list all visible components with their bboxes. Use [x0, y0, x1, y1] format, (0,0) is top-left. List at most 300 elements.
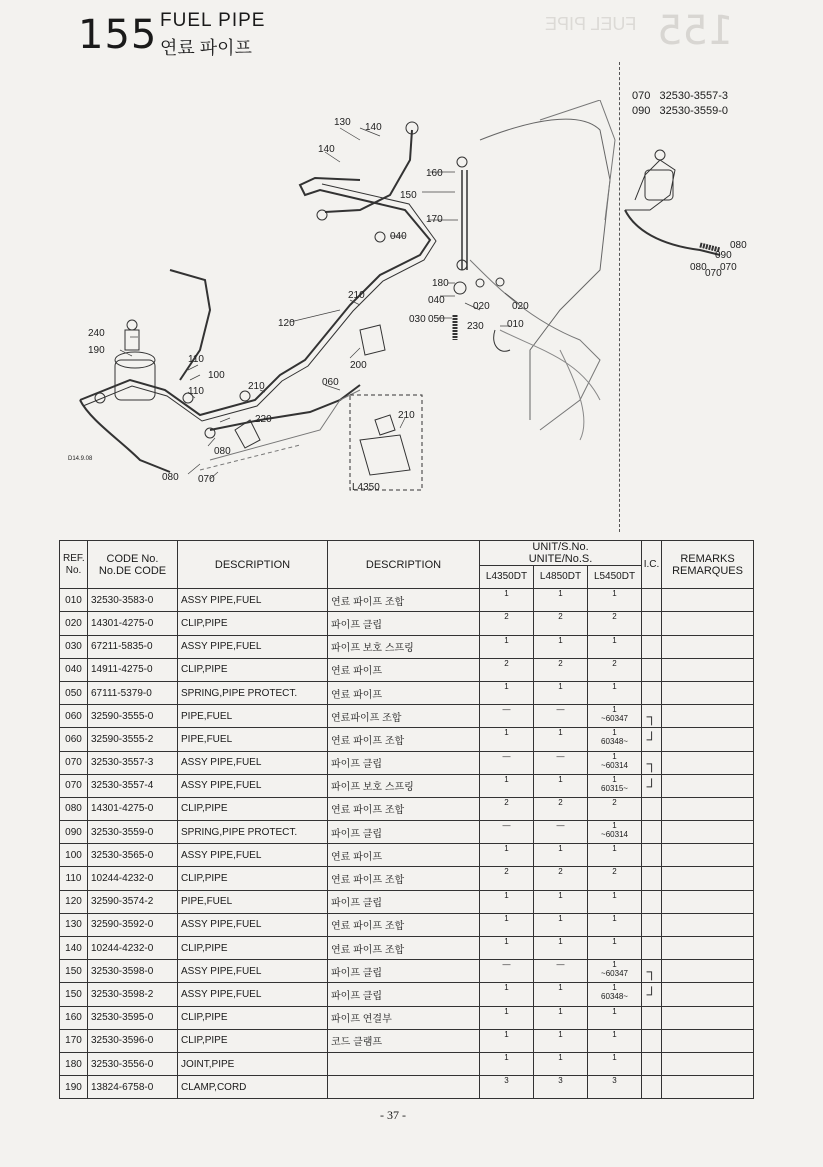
diagram-label: 120 — [278, 318, 295, 329]
quantity-value: 1 — [612, 681, 617, 691]
remarks-cell — [662, 890, 754, 913]
table-row — [60, 1006, 754, 1029]
diagram-label: 240 — [88, 328, 105, 339]
quantity-value: 1 — [612, 1029, 617, 1039]
quantity-cell — [480, 960, 534, 983]
code-cell: 32590-3555-2 — [88, 728, 178, 751]
ic-cell — [642, 937, 662, 960]
quantity-value: 1 — [558, 983, 563, 993]
col-model: L4350DT — [480, 566, 534, 589]
col-remarks: REMARKS REMARQUES — [662, 541, 754, 589]
quantity-cell — [480, 797, 534, 820]
table-row — [60, 913, 754, 936]
remarks-cell — [662, 867, 754, 890]
quantity-value: 1 — [558, 913, 563, 923]
description-cell: ASSY PIPE,FUEL — [178, 589, 328, 612]
description-cell: ASSY PIPE,FUEL — [178, 913, 328, 936]
diagram-label: 080 — [214, 446, 231, 457]
description-kr-cell: 코드 클램프 — [328, 1029, 480, 1052]
quantity-cell — [480, 589, 534, 612]
quantity-cell — [534, 913, 588, 936]
diagram-label: 040 — [390, 231, 407, 242]
quantity-value: — — [502, 705, 511, 715]
quantity-cell — [588, 658, 642, 681]
col-code: CODE No. No.DE CODE — [88, 541, 178, 589]
description-kr-cell — [328, 1076, 480, 1099]
quantity-value: 1 — [504, 1052, 509, 1062]
quantity-cell — [588, 774, 642, 797]
reference-item: 070 32530-3557-3 — [632, 90, 729, 102]
quantity-cell — [588, 635, 642, 658]
code-cell: 32590-3592-0 — [88, 913, 178, 936]
quantity-value: 1 — [612, 774, 617, 784]
diagram-label: 210 — [248, 381, 265, 392]
remarks-cell — [662, 774, 754, 797]
quantity-value: 1 — [612, 913, 617, 923]
quantity-cell — [480, 983, 534, 1006]
remarks-cell — [662, 797, 754, 820]
quantity-value: 1 — [558, 681, 563, 691]
ic-cell — [642, 913, 662, 936]
quantity-cell — [480, 635, 534, 658]
description-kr-cell: 파이프 연결부 — [328, 1006, 480, 1029]
quantity-cell — [534, 1029, 588, 1052]
serial-range: ~60314 — [601, 830, 628, 840]
description-kr-cell: 파이프 클립 — [328, 960, 480, 983]
ic-cell — [642, 612, 662, 635]
table-row — [60, 751, 754, 774]
interchange-bracket-icon: ┐ — [646, 963, 657, 980]
parts-table — [59, 540, 754, 1099]
code-cell: 14301-4275-0 — [88, 797, 178, 820]
quantity-value: 1 — [504, 774, 509, 784]
description-cell: CLIP,PIPE — [178, 867, 328, 890]
table-row — [60, 635, 754, 658]
ref-cell: 040 — [60, 658, 88, 681]
description-cell: ASSY PIPE,FUEL — [178, 774, 328, 797]
quantity-cell — [588, 612, 642, 635]
remarks-cell — [662, 913, 754, 936]
quantity-value: 1 — [612, 589, 617, 599]
code-cell: 67211-5835-0 — [88, 635, 178, 658]
quantity-value: 1 — [504, 589, 509, 599]
ref-cell: 030 — [60, 635, 88, 658]
quantity-cell — [480, 1029, 534, 1052]
quantity-cell — [480, 1076, 534, 1099]
table-row — [60, 1029, 754, 1052]
diagram-label: 110 — [188, 386, 204, 397]
remarks-cell — [662, 658, 754, 681]
ic-cell — [642, 1076, 662, 1099]
quantity-value: — — [502, 751, 511, 761]
ref-cell: 090 — [60, 821, 88, 844]
diagram-label: 080 — [690, 262, 707, 273]
quantity-value: 2 — [558, 612, 563, 622]
serial-range: ~60347 — [601, 714, 628, 724]
description-kr-cell: 연료파이프 조합 — [328, 705, 480, 728]
code-cell: 32530-3565-0 — [88, 844, 178, 867]
col-model: L5450DT — [588, 566, 642, 589]
interchange-bracket-icon: ┐ — [646, 754, 657, 771]
quantity-cell — [534, 635, 588, 658]
description-cell: CLIP,PIPE — [178, 937, 328, 960]
description-kr-cell: 연료 파이프 조합 — [328, 797, 480, 820]
quantity-value: 2 — [558, 797, 563, 807]
quantity-value: 3 — [612, 1076, 617, 1086]
description-cell: ASSY PIPE,FUEL — [178, 635, 328, 658]
quantity-cell — [534, 983, 588, 1006]
ic-cell — [642, 890, 662, 913]
ic-cell — [642, 589, 662, 612]
quantity-cell — [480, 937, 534, 960]
diagram-label: 020 — [512, 301, 529, 312]
description-cell: ASSY PIPE,FUEL — [178, 983, 328, 1006]
ref-cell: 100 — [60, 844, 88, 867]
remarks-cell — [662, 1029, 754, 1052]
quantity-cell — [534, 1052, 588, 1075]
diagram-label: 040 — [428, 295, 445, 306]
description-kr-cell: 파이프 클립 — [328, 983, 480, 1006]
table-row — [60, 1076, 754, 1099]
description-kr-cell: 연료 파이프 — [328, 658, 480, 681]
diagram-label: 070 — [198, 474, 215, 485]
remarks-cell — [662, 821, 754, 844]
quantity-cell — [588, 797, 642, 820]
col-ic: I.C. — [642, 541, 662, 589]
table-row — [60, 960, 754, 983]
table-row — [60, 728, 754, 751]
table-row — [60, 774, 754, 797]
diagram-label: 210 — [348, 290, 365, 301]
remarks-cell — [662, 844, 754, 867]
quantity-value: 1 — [558, 635, 563, 645]
ref-cell: 010 — [60, 589, 88, 612]
quantity-cell — [588, 867, 642, 890]
quantity-value: — — [502, 821, 511, 831]
code-cell: 32530-3583-0 — [88, 589, 178, 612]
quantity-cell — [480, 751, 534, 774]
quantity-value: 1 — [612, 1052, 617, 1062]
table-row — [60, 867, 754, 890]
quantity-cell — [534, 774, 588, 797]
description-kr-cell: 연료 파이프 조합 — [328, 728, 480, 751]
quantity-cell — [534, 658, 588, 681]
description-kr-cell: 파이프 클립 — [328, 612, 480, 635]
ic-cell — [642, 821, 662, 844]
quantity-cell — [588, 751, 642, 774]
table-row — [60, 821, 754, 844]
quantity-value: 1 — [558, 1052, 563, 1062]
col-description-kr: DESCRIPTION — [328, 541, 480, 589]
code-cell: 10244-4232-0 — [88, 867, 178, 890]
quantity-value: 2 — [612, 867, 617, 877]
diagram-label: 030 — [409, 314, 426, 325]
bleed-through-number: 155 — [656, 8, 733, 54]
serial-range: ~60347 — [601, 969, 628, 979]
ref-cell: 160 — [60, 1006, 88, 1029]
quantity-cell — [534, 1076, 588, 1099]
quantity-cell — [588, 937, 642, 960]
description-kr-cell: 연료 파이프 조합 — [328, 937, 480, 960]
description-kr-cell: 연료 파이프 — [328, 681, 480, 704]
remarks-cell — [662, 751, 754, 774]
diagram-label: 220 — [255, 414, 272, 425]
diagram-label: 010 — [507, 319, 524, 330]
code-cell: 10244-4232-0 — [88, 937, 178, 960]
quantity-value: 3 — [504, 1076, 509, 1086]
description-cell: CLIP,PIPE — [178, 658, 328, 681]
col-unit: UNIT/S.No. UNITE/No.S. — [480, 541, 642, 566]
quantity-value: 1 — [504, 728, 509, 738]
description-cell: CLAMP,CORD — [178, 1076, 328, 1099]
ref-cell: 150 — [60, 983, 88, 1006]
ic-cell — [642, 797, 662, 820]
quantity-value: 1 — [612, 751, 617, 761]
diagram-label: 140 — [365, 122, 382, 133]
diagram-label: 180 — [432, 278, 449, 289]
ref-cell: 020 — [60, 612, 88, 635]
remarks-cell — [662, 728, 754, 751]
quantity-cell — [480, 658, 534, 681]
table-row — [60, 705, 754, 728]
remarks-cell — [662, 681, 754, 704]
code-cell: 32530-3557-3 — [88, 751, 178, 774]
ref-cell: 190 — [60, 1076, 88, 1099]
quantity-value: 1 — [612, 705, 617, 715]
description-kr-cell: 파이프 클립 — [328, 821, 480, 844]
diagram-stamp: D14.9.08 — [68, 456, 93, 462]
quantity-value: 1 — [558, 1029, 563, 1039]
diagram-label: 190 — [88, 345, 105, 356]
quantity-value: — — [556, 821, 565, 831]
code-cell: 32530-3556-0 — [88, 1052, 178, 1075]
quantity-value: 1 — [612, 821, 617, 831]
ref-cell: 070 — [60, 774, 88, 797]
table-row — [60, 612, 754, 635]
quantity-cell — [588, 728, 642, 751]
quantity-value: 1 — [504, 983, 509, 993]
quantity-cell — [480, 612, 534, 635]
description-cell: CLIP,PIPE — [178, 797, 328, 820]
quantity-value: 2 — [504, 867, 509, 877]
ic-cell — [642, 1006, 662, 1029]
quantity-value: 1 — [612, 728, 617, 738]
diagram-label: 080 — [162, 472, 179, 483]
col-description: DESCRIPTION — [178, 541, 328, 589]
code-cell: 32530-3559-0 — [88, 821, 178, 844]
description-cell: ASSY PIPE,FUEL — [178, 751, 328, 774]
table-row — [60, 1052, 754, 1075]
quantity-value: — — [556, 751, 565, 761]
diagram-label: 170 — [426, 214, 443, 225]
diagram-label: 200 — [350, 360, 367, 371]
description-kr-cell — [328, 1052, 480, 1075]
ic-cell — [642, 1052, 662, 1075]
quantity-cell — [534, 1006, 588, 1029]
table-row — [60, 681, 754, 704]
quantity-cell — [480, 1006, 534, 1029]
diagram-label: 050 — [428, 314, 445, 325]
quantity-cell — [534, 705, 588, 728]
description-kr-cell: 파이프 보호 스프링 — [328, 635, 480, 658]
quantity-cell — [588, 705, 642, 728]
quantity-cell — [480, 913, 534, 936]
diagram-label: 100 — [208, 370, 225, 381]
quantity-value: 2 — [504, 658, 509, 668]
serial-range: 60348~ — [601, 737, 628, 747]
quantity-cell — [480, 844, 534, 867]
code-cell: 32590-3555-0 — [88, 705, 178, 728]
fuel-pipe-exploded-diagram — [60, 100, 760, 500]
code-cell: 32530-3557-4 — [88, 774, 178, 797]
quantity-value: 1 — [504, 937, 509, 946]
interchange-bracket-icon: ┘ — [646, 731, 657, 748]
quantity-value: 1 — [504, 681, 509, 691]
quantity-value: 2 — [612, 658, 617, 668]
quantity-cell — [480, 1052, 534, 1075]
code-cell: 13824-6758-0 — [88, 1076, 178, 1099]
quantity-cell — [534, 797, 588, 820]
description-cell: PIPE,FUEL — [178, 705, 328, 728]
table-row — [60, 890, 754, 913]
table-row — [60, 844, 754, 867]
quantity-value: 1 — [612, 844, 617, 854]
quantity-cell — [588, 890, 642, 913]
quantity-cell — [534, 821, 588, 844]
quantity-value: 1 — [558, 844, 563, 854]
code-cell: 32530-3598-0 — [88, 960, 178, 983]
ref-cell: 120 — [60, 890, 88, 913]
description-kr-cell: 연료 파이프 조합 — [328, 913, 480, 936]
quantity-value: 1 — [558, 890, 563, 900]
quantity-cell — [534, 937, 588, 960]
description-kr-cell: 파이프 클립 — [328, 751, 480, 774]
quantity-cell — [588, 681, 642, 704]
diagram-label: 140 — [318, 144, 335, 155]
ic-cell — [642, 751, 662, 774]
code-cell: 14911-4275-0 — [88, 658, 178, 681]
table-row — [60, 797, 754, 820]
description-cell: CLIP,PIPE — [178, 1006, 328, 1029]
quantity-cell — [588, 960, 642, 983]
code-cell: 14301-4275-0 — [88, 612, 178, 635]
ic-cell — [642, 774, 662, 797]
description-kr-cell: 연료 파이프 조합 — [328, 589, 480, 612]
quantity-value: 1 — [504, 1029, 509, 1039]
remarks-cell — [662, 960, 754, 983]
quantity-cell — [480, 867, 534, 890]
quantity-cell — [534, 890, 588, 913]
quantity-cell — [588, 844, 642, 867]
quantity-cell — [480, 728, 534, 751]
quantity-value: — — [556, 705, 565, 715]
ref-cell: 060 — [60, 705, 88, 728]
quantity-cell — [588, 983, 642, 1006]
quantity-value: 2 — [504, 612, 509, 622]
quantity-value: 1 — [558, 1006, 563, 1016]
diagram-label: 070 — [720, 262, 737, 273]
serial-range: 60348~ — [601, 992, 628, 1002]
col-ref: REF. No. — [60, 541, 88, 589]
diagram-label: L4350 — [352, 482, 380, 493]
description-cell: ASSY PIPE,FUEL — [178, 960, 328, 983]
quantity-value: 1 — [504, 844, 509, 854]
ref-cell: 080 — [60, 797, 88, 820]
remarks-cell — [662, 937, 754, 960]
description-cell: PIPE,FUEL — [178, 890, 328, 913]
page-number: - 37 - — [380, 1108, 406, 1122]
remarks-cell — [662, 589, 754, 612]
diagram-label: 210 — [398, 410, 415, 421]
diagram-label: 080 — [730, 240, 747, 251]
quantity-cell — [480, 705, 534, 728]
quantity-value: 2 — [612, 797, 617, 807]
ic-cell — [642, 983, 662, 1006]
quantity-cell — [534, 589, 588, 612]
remarks-cell — [662, 1076, 754, 1099]
ref-cell: 060 — [60, 728, 88, 751]
description-cell: CLIP,PIPE — [178, 1029, 328, 1052]
quantity-value: 1 — [504, 890, 509, 900]
ic-cell — [642, 728, 662, 751]
ref-cell: 170 — [60, 1029, 88, 1052]
description-kr-cell: 파이프 보호 스프링 — [328, 774, 480, 797]
quantity-cell — [480, 821, 534, 844]
col-model: L4850DT — [534, 566, 588, 589]
diagram-label: 150 — [400, 190, 417, 201]
ic-cell — [642, 1029, 662, 1052]
ref-cell: 180 — [60, 1052, 88, 1075]
quantity-value: — — [502, 960, 511, 970]
quantity-value: 1 — [612, 960, 617, 970]
description-cell: PIPE,FUEL — [178, 728, 328, 751]
quantity-value: 1 — [504, 635, 509, 645]
ref-cell: 110 — [60, 867, 88, 890]
quantity-cell — [588, 589, 642, 612]
quantity-cell — [588, 1076, 642, 1099]
diagram-label: 230 — [467, 321, 484, 332]
quantity-cell — [534, 681, 588, 704]
description-cell: SPRING,PIPE PROTECT. — [178, 681, 328, 704]
ref-cell: 140 — [60, 937, 88, 960]
ref-cell: 150 — [60, 960, 88, 983]
quantity-cell — [480, 774, 534, 797]
quantity-value: 1 — [612, 1006, 617, 1016]
quantity-value: 1 — [612, 890, 617, 900]
serial-range: 60315~ — [601, 783, 628, 793]
quantity-value: 1 — [558, 589, 563, 599]
quantity-cell — [588, 821, 642, 844]
diagram-label: 110 — [188, 354, 204, 365]
quantity-value: 2 — [558, 658, 563, 668]
description-cell: SPRING,PIPE PROTECT. — [178, 821, 328, 844]
description-cell: CLIP,PIPE — [178, 612, 328, 635]
diagram-label: 020 — [473, 301, 490, 312]
ic-cell — [642, 658, 662, 681]
remarks-cell — [662, 1006, 754, 1029]
diagram-label: 090 — [715, 250, 732, 261]
table-row — [60, 589, 754, 612]
quantity-cell — [534, 960, 588, 983]
quantity-value: — — [556, 960, 565, 970]
code-cell: 32590-3574-2 — [88, 890, 178, 913]
remarks-cell — [662, 635, 754, 658]
quantity-cell — [480, 681, 534, 704]
ic-cell — [642, 705, 662, 728]
bleed-through-title: FUEL PIPE — [545, 14, 637, 34]
quantity-value: 1 — [558, 774, 563, 784]
reference-item: 090 32530-3559-0 — [632, 105, 729, 117]
